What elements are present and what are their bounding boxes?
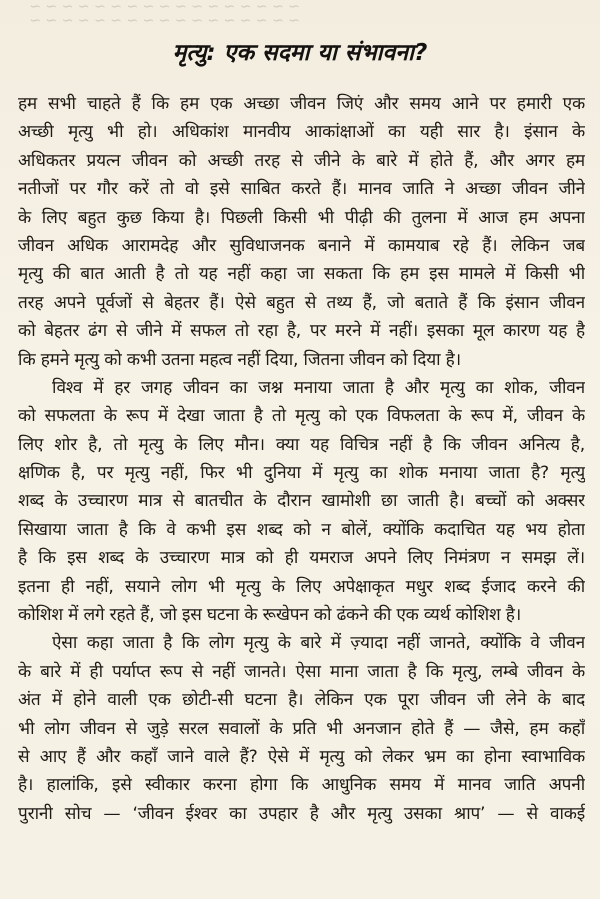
text-line: लिए शोर है, तो मृत्यु के लिए मौन। क्या यह विचित्र नहीं है कि जीवन अनित्य है,: [18, 434, 585, 455]
text-line: से आए हैं और कहाँ जाने वाले हैं? ऐसे में मृत्यु को लेकर भ्रम का होना स्वाभाविक: [18, 746, 585, 767]
text-line: अंत में होने वाली एक छोटी-सी घटना है। लेकिन एक पूरा जीवन जी लेने के बाद: [18, 690, 585, 711]
text-line: अधिकतर प्रयत्न जीवन को अच्छी तरह से जीने के बारे में होते हैं, और अगर हम: [18, 150, 585, 171]
paragraph-2: [18, 374, 585, 630]
text-line: भी लोग जीवन से जुड़े सरल सवालों के प्रति भी अनजान होते हैं — जैसे, हम कहाँ: [18, 718, 585, 739]
text-line: मृत्यु की बात आती है तो यह नहीं कहा जा सकता कि हम इस मामले में किसी भी: [18, 264, 585, 285]
text-line: कि हमने मृत्यु को कभी उतना महत्व नहीं दिया, जितना जीवन को दिया है।: [18, 349, 461, 370]
text-line: विश्व में हर जगह जीवन का जश्न मनाया जाता है और मृत्यु का शोक, जीवन: [52, 377, 585, 398]
body-text: [18, 90, 585, 828]
text-line: तरह अपने पूर्वजों से बेहतर हैं। ऐसे बहुत से तथ्य हैं, जो बताते हैं कि इंसान जीवन: [18, 292, 585, 313]
text-line: जीवन अधिक आरामदेह और सुविधाजनक बनाने में कामयाब रहे हैं। लेकिन जब: [18, 235, 585, 256]
text-line: है। हालांकि, इसे स्वीकार करना होगा कि आधुनिक समय में मानव जाति अपनी: [18, 775, 585, 796]
paragraph-3: [18, 629, 585, 828]
text-line: पुरानी सोच — ‘जीवन ईश्वर का उपहार है और मृत्यु उसका श्राप’ — से वाकई: [18, 803, 585, 824]
text-line: है कि इस शब्द के उच्चारण मात्र को ही यमराज अपने लिए निमंत्रण न समझ लें।: [18, 548, 585, 569]
text-line: को सफलता के रूप में देखा जाता है तो मृत्यु को एक विफलता के रूप में, जीवन के: [18, 406, 585, 427]
chapter-title: मृत्यु: एक सदमा या संभावना?: [172, 40, 428, 66]
show-through-text: ~ ~ ~ ~ ~ ~ ~ ~ ~ ~ ~ ~ ~ ~ ~ ~ ~ ~ ~ ~ ~ ~ ~ ~ ~ ~ ~ ~ ~ ~ ~ ~ ~ ~: [29, 0, 300, 29]
text-line: नतीजों पर गौर करें तो वो इसे साबित करते हैं। मानव जाति ने अच्छा जीवन जीने: [18, 179, 585, 200]
text-line: सिखाया जाता है कि वे कभी इस शब्द को न बोलें, क्योंकि कदाचित यह भय होता: [18, 519, 585, 540]
text-line: हम सभी चाहते हैं कि हम एक अच्छा जीवन जिएं और समय आने पर हमारी एक: [18, 94, 585, 114]
text-line: शब्द के उच्चारण मात्र से बातचीत के दौरान खामोशी छा जाती है। बच्चों को अक्सर: [18, 491, 585, 512]
text-line: को बेहतर ढंग से जीने में सफल तो रहा है, पर मरने में नहीं। इसका मूल कारण यह है: [18, 321, 585, 342]
text-line: के लिए बहुत कुछ किया है। पिछली किसी भी पीढ़ी की तुलना में आज हम अपना: [18, 207, 585, 228]
text-line: क्षणिक है, पर मृत्यु नहीं, फिर भी दुनिया में मृत्यु का शोक मनाया जाता है? मृत्यु: [18, 463, 585, 484]
text-line: के बारे में ही पर्याप्त रूप से नहीं जानते। ऐसा माना जाता है कि मृत्यु, लम्बे जीवन के: [18, 661, 585, 682]
paragraph-1: [18, 90, 585, 374]
text-line: इतना ही नहीं, सयाने लोग भी मृत्यु के लिए अपेक्षाकृत मधुर शब्द ईजाद करने की: [18, 576, 585, 597]
text-line: अच्छी मृत्यु भी हो। अधिकांश मानवीय आकांक्षाओं का यही सार है। इंसान के: [18, 122, 585, 143]
text-line: ऐसा कहा जाता है कि लोग मृत्यु के बारे में ज़्यादा नहीं जानते, क्योंकि वे जीवन: [52, 633, 585, 654]
text-line: कोशिश में लगे रहते हैं, जो इस घटना के रूखेपन को ढंकने की एक व्यर्थ कोशिश है।: [18, 605, 522, 626]
